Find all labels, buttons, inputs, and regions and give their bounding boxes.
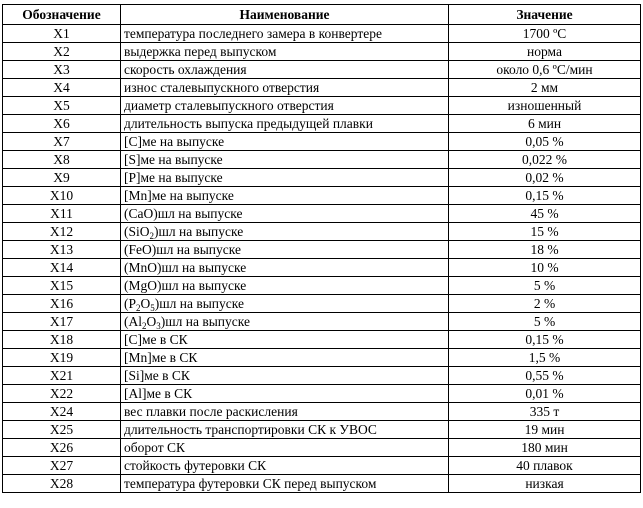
row-name <box>121 25 449 43</box>
name-text: (FeO)шл на выпуске <box>124 242 241 257</box>
row-code: X17 <box>3 313 121 331</box>
row-value: изношенный <box>449 97 641 115</box>
name-text: вес плавки после раскисления <box>124 404 298 419</box>
name-text: длительность выпуска предыдущей плавки <box>124 116 373 131</box>
name-text: [C]ме на выпуске <box>124 134 225 149</box>
row-code: X15 <box>3 277 121 295</box>
row-value: 6 мин <box>449 115 641 133</box>
table-row <box>3 421 641 439</box>
row-name <box>121 457 449 475</box>
name-text: износ сталевыпускного отверстия <box>124 80 320 95</box>
name-text: [C]ме в СК <box>124 332 188 347</box>
row-code: X4 <box>3 79 121 97</box>
table-row <box>3 403 641 421</box>
name-text: длительность транспортировки СК к УВОС <box>124 422 377 437</box>
table-row <box>3 367 641 385</box>
row-value: 45 % <box>449 205 641 223</box>
parameters-table <box>2 4 641 493</box>
name-text: температура футеровки СК перед выпуском <box>124 476 377 491</box>
row-name <box>121 277 449 295</box>
row-value: около 0,6 ºС/мин <box>449 61 641 79</box>
row-name <box>121 223 449 241</box>
row-value: 0,02 % <box>449 169 641 187</box>
table-row <box>3 205 641 223</box>
name-subscript: 2 <box>149 231 155 241</box>
row-code: X5 <box>3 97 121 115</box>
row-value: низкая <box>449 475 641 493</box>
header-value: Значение <box>449 5 641 25</box>
name-text: [Mn]ме в СК <box>124 350 198 365</box>
row-name <box>121 313 449 331</box>
table-row <box>3 97 641 115</box>
table-row <box>3 475 641 493</box>
table-row <box>3 43 641 61</box>
name-text: температура последнего замера в конвертере <box>124 26 382 41</box>
row-name <box>121 259 449 277</box>
row-code: X10 <box>3 187 121 205</box>
table-row <box>3 277 641 295</box>
row-value: 0,01 % <box>449 385 641 403</box>
row-value: 15 % <box>449 223 641 241</box>
table-row <box>3 223 641 241</box>
name-text: )шл на выпуске <box>154 224 244 239</box>
table-row <box>3 439 641 457</box>
table-row <box>3 331 641 349</box>
table-row <box>3 115 641 133</box>
table-row <box>3 349 641 367</box>
row-code: X8 <box>3 151 121 169</box>
name-text: оборот СК <box>124 440 185 455</box>
table-row <box>3 313 641 331</box>
row-name <box>121 205 449 223</box>
row-code: X18 <box>3 331 121 349</box>
row-name <box>121 115 449 133</box>
name-text: (CaO)шл на выпуске <box>124 206 243 221</box>
row-name <box>121 61 449 79</box>
row-value: 0,15 % <box>449 187 641 205</box>
table-row <box>3 25 641 43</box>
table-header-row <box>3 5 641 25</box>
name-text: [S]ме на выпуске <box>124 152 223 167</box>
table-row <box>3 79 641 97</box>
row-value: 0,15 % <box>449 331 641 349</box>
row-code: X24 <box>3 403 121 421</box>
row-name <box>121 43 449 61</box>
row-code: X3 <box>3 61 121 79</box>
row-value: 2 % <box>449 295 641 313</box>
row-code: X25 <box>3 421 121 439</box>
row-code: X16 <box>3 295 121 313</box>
table-row <box>3 259 641 277</box>
row-code: X1 <box>3 25 121 43</box>
table-row <box>3 169 641 187</box>
name-text: [Al]ме в СК <box>124 386 193 401</box>
row-code: X14 <box>3 259 121 277</box>
row-value: 0,022 % <box>449 151 641 169</box>
row-value: 2 мм <box>449 79 641 97</box>
row-value: 1700 ºС <box>449 25 641 43</box>
row-name <box>121 421 449 439</box>
row-name <box>121 349 449 367</box>
row-name <box>121 439 449 457</box>
name-text: скорость охлаждения <box>124 62 247 77</box>
name-subscript: 2 <box>142 321 147 331</box>
row-name <box>121 151 449 169</box>
name-text: O <box>146 314 157 329</box>
row-value: 40 плавок <box>449 457 641 475</box>
row-name <box>121 295 449 313</box>
name-text: )шл на выпуске <box>154 296 244 311</box>
header-code: Обозначение <box>3 5 121 25</box>
name-subscript: 2 <box>136 303 141 313</box>
table-row <box>3 133 641 151</box>
name-text: стойкость футеровки СК <box>124 458 267 473</box>
row-code: X12 <box>3 223 121 241</box>
row-code: X22 <box>3 385 121 403</box>
row-name <box>121 331 449 349</box>
row-value: 180 мин <box>449 439 641 457</box>
row-code: X21 <box>3 367 121 385</box>
name-subscript: 3 <box>156 321 161 331</box>
name-text: (MgO)шл на выпуске <box>124 278 247 293</box>
row-code: X6 <box>3 115 121 133</box>
row-value: 0,05 % <box>449 133 641 151</box>
row-code: X28 <box>3 475 121 493</box>
row-value: 5 % <box>449 277 641 295</box>
row-name <box>121 385 449 403</box>
row-name <box>121 169 449 187</box>
row-name <box>121 97 449 115</box>
row-name <box>121 241 449 259</box>
table-row <box>3 241 641 259</box>
table-row <box>3 61 641 79</box>
table-row <box>3 151 641 169</box>
row-value: 335 т <box>449 403 641 421</box>
row-name <box>121 133 449 151</box>
name-text: O <box>140 296 151 311</box>
row-value: 5 % <box>449 313 641 331</box>
name-text: (SiO <box>124 224 150 239</box>
row-name <box>121 187 449 205</box>
row-code: X11 <box>3 205 121 223</box>
name-text: [Si]ме в СК <box>124 368 190 383</box>
name-text: )шл на выпуске <box>160 314 250 329</box>
table-row <box>3 295 641 313</box>
row-value: 1,5 % <box>449 349 641 367</box>
header-name: Наименование <box>121 5 449 25</box>
row-value: 0,55 % <box>449 367 641 385</box>
row-code: X7 <box>3 133 121 151</box>
table-row <box>3 187 641 205</box>
row-value: 19 мин <box>449 421 641 439</box>
row-value: 10 % <box>449 259 641 277</box>
name-text: (Al <box>124 314 142 329</box>
row-name <box>121 403 449 421</box>
name-text: выдержка перед выпуском <box>124 44 277 59</box>
name-subscript: 5 <box>150 303 155 313</box>
row-code: X9 <box>3 169 121 187</box>
name-text: (MnO)шл на выпуске <box>124 260 247 275</box>
table-row <box>3 385 641 403</box>
row-name <box>121 475 449 493</box>
row-value: 18 % <box>449 241 641 259</box>
row-name <box>121 79 449 97</box>
row-code: X26 <box>3 439 121 457</box>
row-code: X19 <box>3 349 121 367</box>
name-text: диаметр сталевыпускного отверстия <box>124 98 334 113</box>
row-name <box>121 367 449 385</box>
row-code: X2 <box>3 43 121 61</box>
row-value: норма <box>449 43 641 61</box>
row-code: X13 <box>3 241 121 259</box>
table-row <box>3 457 641 475</box>
row-code: X27 <box>3 457 121 475</box>
name-text: [P]ме на выпуске <box>124 170 223 185</box>
table-body <box>3 25 641 493</box>
name-text: (P <box>124 296 137 311</box>
name-text: [Mn]ме на выпуске <box>124 188 234 203</box>
